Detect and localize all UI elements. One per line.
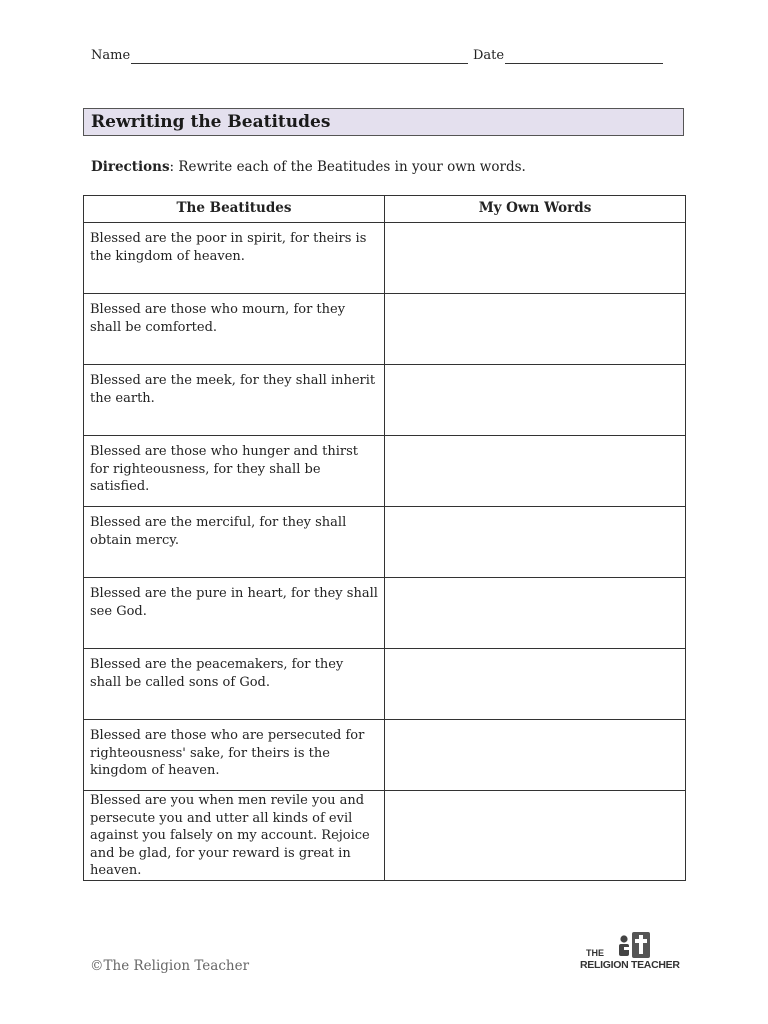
person-cross-icon: [612, 930, 656, 960]
own-words-cell[interactable]: [385, 791, 686, 881]
beatitude-text: Blessed are the merciful, for they shall obtain mercy.: [84, 507, 385, 578]
worksheet-title-text: Rewriting the Beatitudes: [91, 112, 331, 132]
copyright-notice: ©The Religion Teacher: [90, 958, 250, 974]
table-row: [84, 720, 686, 791]
directions-label: Directions: [91, 159, 170, 175]
beatitude-text: Blessed are the poor in spirit, for theirs is the kingdom of heaven.: [84, 223, 385, 294]
table-row: [84, 649, 686, 720]
own-words-cell[interactable]: [385, 720, 686, 791]
name-date-header: [91, 46, 666, 66]
table-row: [84, 294, 686, 365]
table-row: [84, 223, 686, 294]
table-row: [84, 365, 686, 436]
header-own-words: My Own Words: [385, 196, 686, 223]
own-words-cell[interactable]: [385, 365, 686, 436]
logo-the-text: THE: [586, 948, 604, 958]
table-row: [84, 436, 686, 507]
beatitude-text: Blessed are the meek, for they shall inherit the earth.: [84, 365, 385, 436]
own-words-cell[interactable]: [385, 294, 686, 365]
own-words-cell[interactable]: [385, 578, 686, 649]
header-beatitudes: The Beatitudes: [84, 196, 385, 223]
date-field[interactable]: [505, 63, 663, 64]
own-words-cell[interactable]: [385, 507, 686, 578]
beatitude-text: Blessed are the pure in heart, for they shall see God.: [84, 578, 385, 649]
logo-name-text: RELIGION TEACHER: [580, 959, 680, 971]
beatitude-text: Blessed are you when men revile you and persecute you and utter all kinds of evil against you falsely on my account. Rejoice and be glad, for your reward is great in heaven.: [84, 791, 385, 881]
beatitude-text: Blessed are those who mourn, for they shall be comforted.: [84, 294, 385, 365]
table-row: [84, 507, 686, 578]
table-row: [84, 791, 686, 881]
date-label: Date: [473, 48, 505, 63]
worksheet-title: [83, 108, 684, 136]
own-words-cell[interactable]: [385, 223, 686, 294]
beatitudes-table: [83, 195, 686, 881]
beatitude-text: Blessed are those who hunger and thirst for righteousness, for they shall be satisfied.: [84, 436, 385, 507]
directions: [91, 159, 526, 175]
name-label: Name: [91, 48, 131, 63]
beatitude-text: Blessed are the peacemakers, for they shall be called sons of God.: [84, 649, 385, 720]
directions-text: : Rewrite each of the Beatitudes in your own words.: [169, 159, 526, 175]
religion-teacher-logo: [580, 930, 680, 974]
name-field[interactable]: [131, 63, 468, 64]
table-header-row: [84, 196, 686, 223]
table-row: [84, 578, 686, 649]
own-words-cell[interactable]: [385, 649, 686, 720]
beatitude-text: Blessed are those who are persecuted for righteousness' sake, for theirs is the kingdom of heaven.: [84, 720, 385, 791]
own-words-cell[interactable]: [385, 436, 686, 507]
